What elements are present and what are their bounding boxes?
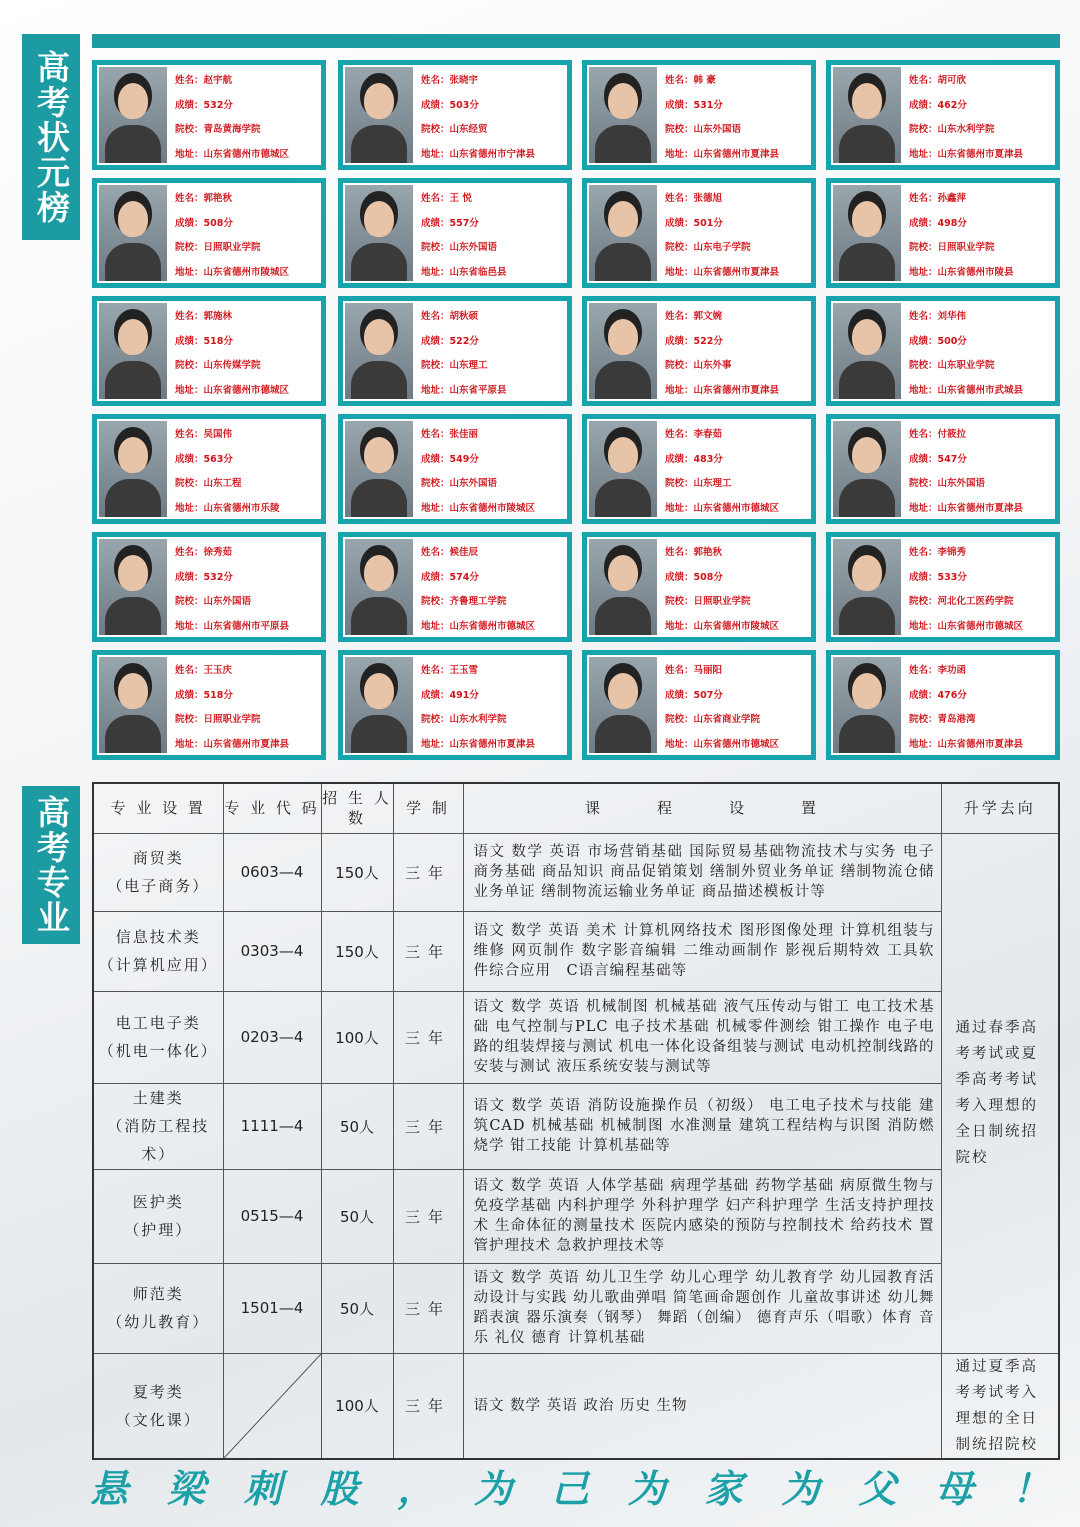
student-school: 院校：日照职业学院 (909, 242, 995, 253)
course-list: 语文 数学 英语 政治 历史 生物 (463, 1353, 941, 1459)
student-card-inner (343, 537, 567, 637)
destination-summer: 通过夏季高考考试考入理想的全日制统招院校 (941, 1353, 1059, 1459)
student-name: 姓名：王玉雪 (421, 665, 479, 676)
student-score: 成绩：500分 (909, 335, 967, 347)
student-card-inner (97, 655, 321, 755)
student-card (338, 178, 572, 288)
student-info (665, 69, 809, 163)
student-school: 院校：青岛黄海学院 (175, 124, 261, 135)
student-score: 成绩：483分 (665, 453, 723, 465)
student-name: 姓名：郭艳秋 (175, 193, 233, 204)
header-destination: 升学去向 (941, 783, 1059, 833)
student-score: 成绩：501分 (665, 217, 723, 229)
student-card (582, 60, 816, 170)
student-school: 院校：齐鲁理工学院 (421, 596, 507, 607)
student-name: 姓名：胡秋硕 (421, 311, 479, 322)
student-name: 姓名：王 悦 (421, 193, 472, 204)
course-list: 语文 数学 英语 幼儿卫生学 幼儿心理学 幼儿教育学 幼儿园教育活动设计与实践 幼儿歌曲弹唱 简笔画命题创作 儿童故事讲述 幼儿舞蹈表演 器乐演奏（钢琴） 舞蹈（创编） 德育声乐（唱歌）体育 音乐 礼仪 德育 计算机基础 (463, 1263, 941, 1353)
study-duration: 三年 (393, 911, 463, 991)
student-photo (833, 421, 901, 517)
student-school: 院校：山东经贸 (421, 124, 488, 135)
course-list: 语文 数学 英语 人体学基础 病理学基础 药物学基础 病原微生物与免疫学基础 内科护理学 外科护理学 妇产科护理学 生活支持护理技术 生命体征的测量技术 医院内感染的预防与控制技术 给药技术 置管护理技术 急救护理技术等 (463, 1169, 941, 1263)
student-score: 成绩：522分 (421, 335, 479, 347)
student-address: 地址：山东省德州市宁津县 (421, 148, 536, 160)
student-card-inner (97, 419, 321, 519)
student-photo (99, 303, 167, 399)
student-name: 姓名：郭艳秋 (665, 547, 723, 558)
student-name: 姓名：马丽阳 (665, 665, 723, 676)
student-info (421, 69, 565, 163)
table-row (93, 991, 1059, 1083)
student-card-inner (831, 655, 1055, 755)
major-category: 信息技术类 （计算机应用） (93, 911, 223, 991)
student-info (665, 423, 809, 517)
student-name: 姓名：李锦秀 (909, 547, 967, 558)
major-code: 0303—4 (223, 911, 321, 991)
student-score: 成绩：563分 (175, 453, 233, 465)
slogan-char: 己 (550, 1465, 589, 1511)
slogan-char: 股 (320, 1465, 359, 1511)
student-address: 地址：山东省德州市夏津县 (909, 738, 1024, 750)
student-score: 成绩：547分 (909, 453, 967, 465)
student-score: 成绩：503分 (421, 99, 479, 111)
student-score: 成绩：518分 (175, 335, 233, 347)
student-card (338, 414, 572, 524)
student-school: 院校：日照职业学院 (175, 714, 261, 725)
student-info (421, 423, 565, 517)
student-card (582, 178, 816, 288)
major-category: 医护类 （护理） (93, 1169, 223, 1263)
student-score: 成绩：491分 (421, 689, 479, 701)
student-name: 姓名：胡可欣 (909, 75, 967, 86)
major-code: 0603—4 (223, 833, 321, 911)
student-photo (589, 303, 657, 399)
student-address: 地址：山东省德州市德城区 (175, 148, 290, 160)
table-row (93, 833, 1059, 911)
student-name: 姓名：郭施林 (175, 311, 233, 322)
student-info (421, 541, 565, 635)
student-school: 院校：山东工程 (175, 478, 242, 489)
student-card-inner (97, 65, 321, 165)
student-name: 姓名：吴国伟 (175, 429, 233, 440)
student-school: 院校：山东省商业学院 (665, 714, 761, 725)
student-photo (345, 539, 413, 635)
student-address: 地址：山东省德州市德城区 (665, 502, 780, 514)
student-name: 姓名：李功函 (909, 665, 967, 676)
major-category: 师范类 （幼儿教育） (93, 1263, 223, 1353)
student-address: 地址：山东省德州市陵城区 (175, 266, 290, 278)
student-card (582, 532, 816, 642)
student-card (92, 178, 326, 288)
student-score: 成绩：508分 (175, 217, 233, 229)
student-address: 地址：山东省德州市夏津县 (909, 502, 1024, 514)
student-address: 地址：山东省德州市夏津县 (175, 738, 290, 750)
student-card (582, 296, 816, 406)
student-name: 姓名：候佳辰 (421, 547, 479, 558)
student-photo (589, 67, 657, 163)
student-score: 成绩：533分 (909, 571, 967, 583)
student-card (826, 414, 1060, 524)
student-photo (99, 539, 167, 635)
student-address: 地址：山东省德州市夏津县 (665, 266, 780, 278)
student-name: 姓名：刘华伟 (909, 311, 967, 322)
student-card-inner (831, 301, 1055, 401)
student-info (421, 305, 565, 399)
student-info (909, 541, 1053, 635)
header-courses: 课 程 设 置 (463, 783, 941, 833)
course-list: 语文 数学 英语 消防设施操作员（初级） 电工电子技术与技能 建筑CAD 机械基础 机械制图 水准测量 建筑工程结构与识图 消防燃烧学 钳工技能 计算机基础等 (463, 1083, 941, 1169)
student-score: 成绩：476分 (909, 689, 967, 701)
student-score: 成绩：532分 (175, 571, 233, 583)
study-duration: 三年 (393, 991, 463, 1083)
student-name: 姓名：张晓宇 (421, 75, 479, 86)
student-address: 地址：山东省德州市陵县 (909, 266, 1014, 278)
student-photo (345, 303, 413, 399)
student-photo (99, 657, 167, 753)
slogan-char: 为 (627, 1465, 666, 1511)
student-card-inner (587, 301, 811, 401)
table-row (93, 911, 1059, 991)
student-school: 院校：山东理工 (421, 360, 488, 371)
student-score: 成绩：532分 (175, 99, 233, 111)
student-address: 地址：山东省德州市夏津县 (421, 738, 536, 750)
student-card-inner (831, 183, 1055, 283)
student-card-inner (587, 537, 811, 637)
student-info (175, 541, 319, 635)
student-info (175, 423, 319, 517)
major-code: 0515—4 (223, 1169, 321, 1263)
student-card-inner (343, 655, 567, 755)
student-card-inner (343, 301, 567, 401)
student-photo (833, 67, 901, 163)
student-photo (833, 539, 901, 635)
student-address: 地址：山东省德州市陵城区 (421, 502, 536, 514)
student-card (338, 60, 572, 170)
student-name: 姓名：王玉庆 (175, 665, 233, 676)
student-info (665, 541, 809, 635)
student-photo (345, 185, 413, 281)
student-address: 地址：山东省德州市陵城区 (665, 620, 780, 632)
student-photo (99, 185, 167, 281)
enrollment-count: 50人 (321, 1083, 393, 1169)
student-name: 姓名：郭文婉 (665, 311, 723, 322)
slogan-char: 梁 (166, 1465, 205, 1511)
student-address: 地址：山东省德州市乐陵 (175, 502, 280, 514)
student-photo (589, 421, 657, 517)
student-info (175, 305, 319, 399)
student-card (826, 532, 1060, 642)
student-school: 院校：山东外事 (665, 360, 732, 371)
major-code: 1111—4 (223, 1083, 321, 1169)
student-school: 院校：山东外国语 (421, 478, 498, 489)
student-address: 地址：山东省平原县 (421, 384, 507, 396)
student-card (338, 532, 572, 642)
student-photo (589, 539, 657, 635)
student-info (421, 659, 565, 753)
student-info (665, 659, 809, 753)
header-duration: 学 制 (393, 783, 463, 833)
section-title-top-scorers: 高考状元榜 (22, 34, 80, 240)
student-card-inner (587, 183, 811, 283)
course-list: 语文 数学 英语 市场营销基础 国际贸易基础物流技术与实务 电子商务基础 商品知识 商品促销策划 缮制外贸业务单证 缮制物流仓储业务单证 缮制物流运输业务单证 商品描述模板计等 (463, 833, 941, 911)
student-name: 姓名：孙鑫萍 (909, 193, 967, 204)
table-row (93, 1083, 1059, 1169)
top-divider-bar (92, 34, 1060, 48)
student-info (665, 187, 809, 281)
student-name: 姓名：韩 豪 (665, 75, 716, 86)
student-address: 地址：山东省德州市德城区 (909, 620, 1024, 632)
student-info (909, 69, 1053, 163)
student-score: 成绩：508分 (665, 571, 723, 583)
student-address: 地址：山东省临邑县 (421, 266, 507, 278)
student-photo (833, 185, 901, 281)
study-duration: 三年 (393, 833, 463, 911)
student-address: 地址：山东省德州市夏津县 (665, 148, 780, 160)
student-name: 姓名：张佳丽 (421, 429, 479, 440)
student-score: 成绩：498分 (909, 217, 967, 229)
slogan-char: 悬 (90, 1465, 129, 1511)
student-school: 院校：山东外国语 (665, 124, 742, 135)
student-address: 地址：山东省德州市平原县 (175, 620, 290, 632)
enrollment-count: 100人 (321, 991, 393, 1083)
slogan-char: 为 (474, 1465, 513, 1511)
student-address: 地址：山东省德州市德城区 (665, 738, 780, 750)
student-info (421, 187, 565, 281)
slogan (90, 1462, 1050, 1511)
major-category: 电工电子类 （机电一体化） (93, 991, 223, 1083)
slogan-char: 家 (704, 1465, 743, 1511)
student-photo (345, 657, 413, 753)
student-name: 姓名：李春茹 (665, 429, 723, 440)
student-card (92, 650, 326, 760)
student-score: 成绩：549分 (421, 453, 479, 465)
student-card (826, 178, 1060, 288)
student-address: 地址：山东省德州市武城县 (909, 384, 1024, 396)
student-school: 院校：山东职业学院 (909, 360, 995, 371)
student-photo (589, 185, 657, 281)
student-name: 姓名：徐秀茹 (175, 547, 233, 558)
student-card-inner (587, 65, 811, 165)
student-photo (589, 657, 657, 753)
student-info (909, 187, 1053, 281)
slogan-char: 母 (935, 1465, 974, 1511)
student-photo (345, 67, 413, 163)
student-score: 成绩：462分 (909, 99, 967, 111)
student-school: 院校：山东水利学院 (909, 124, 995, 135)
student-photo (99, 67, 167, 163)
enrollment-count: 150人 (321, 833, 393, 911)
student-card-inner (831, 419, 1055, 519)
student-school: 院校：山东水利学院 (421, 714, 507, 725)
enrollment-count: 50人 (321, 1263, 393, 1353)
student-name: 姓名：张德旭 (665, 193, 723, 204)
study-duration: 三年 (393, 1263, 463, 1353)
destination-spring-summer: 通过春季高考考试或夏季高考考试考入理想的全日制统招院校 (941, 833, 1059, 1353)
student-photo (345, 421, 413, 517)
student-card (826, 296, 1060, 406)
header-code: 专 业 代 码 (223, 783, 321, 833)
student-card-inner (97, 301, 321, 401)
student-school: 院校：山东电子学院 (665, 242, 751, 253)
student-school: 院校：山东外国语 (421, 242, 498, 253)
student-name: 姓名：付筱拉 (909, 429, 967, 440)
student-score: 成绩：531分 (665, 99, 723, 111)
student-card (338, 650, 572, 760)
major-code: 0203—4 (223, 991, 321, 1083)
enrollment-count: 100人 (321, 1353, 393, 1459)
student-info (175, 69, 319, 163)
student-score: 成绩：518分 (175, 689, 233, 701)
student-info (665, 305, 809, 399)
student-info (909, 423, 1053, 517)
student-card (826, 60, 1060, 170)
student-address: 地址：山东省德州市夏津县 (909, 148, 1024, 160)
student-card (582, 650, 816, 760)
student-school: 院校：山东外国语 (909, 478, 986, 489)
table-header-row (93, 783, 1059, 833)
student-grid (92, 60, 1062, 762)
student-name: 姓名：赵宇航 (175, 75, 233, 86)
student-address: 地址：山东省德州市德城区 (421, 620, 536, 632)
student-score: 成绩：574分 (421, 571, 479, 583)
student-school: 院校：山东外国语 (175, 596, 252, 607)
header-enroll: 招 生 人 数 (321, 783, 393, 833)
student-school: 院校：日照职业学院 (175, 242, 261, 253)
student-score: 成绩：522分 (665, 335, 723, 347)
student-card (92, 414, 326, 524)
table-row (93, 1353, 1059, 1459)
major-category: 夏考类 （文化课） (93, 1353, 223, 1459)
majors-table (92, 782, 1060, 1460)
student-school: 院校：日照职业学院 (665, 596, 751, 607)
slogan-char: 刺 (243, 1465, 282, 1511)
student-photo (833, 657, 901, 753)
student-school: 院校：河北化工医药学院 (909, 596, 1014, 607)
major-code: 1501—4 (223, 1263, 321, 1353)
student-card-inner (831, 65, 1055, 165)
course-list: 语文 数学 英语 美术 计算机网络技术 图形图像处理 计算机组装与维修 网页制作 数字影音编辑 二维动画制作 影视后期特效 工具软件综合应用 C语言编程基础等 (463, 911, 941, 991)
student-address: 地址：山东省德州市德城区 (175, 384, 290, 396)
student-card-inner (97, 183, 321, 283)
student-info (909, 659, 1053, 753)
student-card (92, 60, 326, 170)
enrollment-count: 150人 (321, 911, 393, 991)
student-card (92, 296, 326, 406)
student-school: 院校：青岛港湾 (909, 714, 976, 725)
major-category: 土建类 （消防工程技术） (93, 1083, 223, 1169)
student-card-inner (343, 65, 567, 165)
major-code-empty (223, 1353, 321, 1459)
student-photo (833, 303, 901, 399)
student-card-inner (343, 419, 567, 519)
header-major: 专 业 设 置 (93, 783, 223, 833)
student-info (909, 305, 1053, 399)
student-card-inner (587, 655, 811, 755)
student-school: 院校：山东传媒学院 (175, 360, 261, 371)
study-duration: 三年 (393, 1353, 463, 1459)
slogan-char: ， (397, 1465, 436, 1511)
student-score: 成绩：507分 (665, 689, 723, 701)
enrollment-count: 50人 (321, 1169, 393, 1263)
table-row (93, 1263, 1059, 1353)
student-card-inner (97, 537, 321, 637)
student-school: 院校：山东理工 (665, 478, 732, 489)
student-card (826, 650, 1060, 760)
course-list: 语文 数学 英语 机械制图 机械基础 液气压传动与钳工 电工技术基础 电气控制与PLC 电子技术基础 机械零件测绘 钳工操作 电子电路的组装焊接与测试 机电一体化设备组装与测试 电动机控制线路的安装与测试 液压系统安装与测试等 (463, 991, 941, 1083)
student-card (92, 532, 326, 642)
student-card-inner (831, 537, 1055, 637)
student-score: 成绩：557分 (421, 217, 479, 229)
student-info (175, 659, 319, 753)
major-category: 商贸类 （电子商务） (93, 833, 223, 911)
study-duration: 三年 (393, 1083, 463, 1169)
student-card (338, 296, 572, 406)
student-card (582, 414, 816, 524)
student-card-inner (587, 419, 811, 519)
slogan-char: ！ (1011, 1465, 1050, 1511)
study-duration: 三年 (393, 1169, 463, 1263)
slogan-char: 父 (858, 1465, 897, 1511)
student-card-inner (343, 183, 567, 283)
student-address: 地址：山东省德州市夏津县 (665, 384, 780, 396)
section-title-majors: 高考专业 (22, 786, 80, 944)
student-photo (99, 421, 167, 517)
table-row (93, 1169, 1059, 1263)
slogan-char: 为 (781, 1465, 820, 1511)
student-info (175, 187, 319, 281)
